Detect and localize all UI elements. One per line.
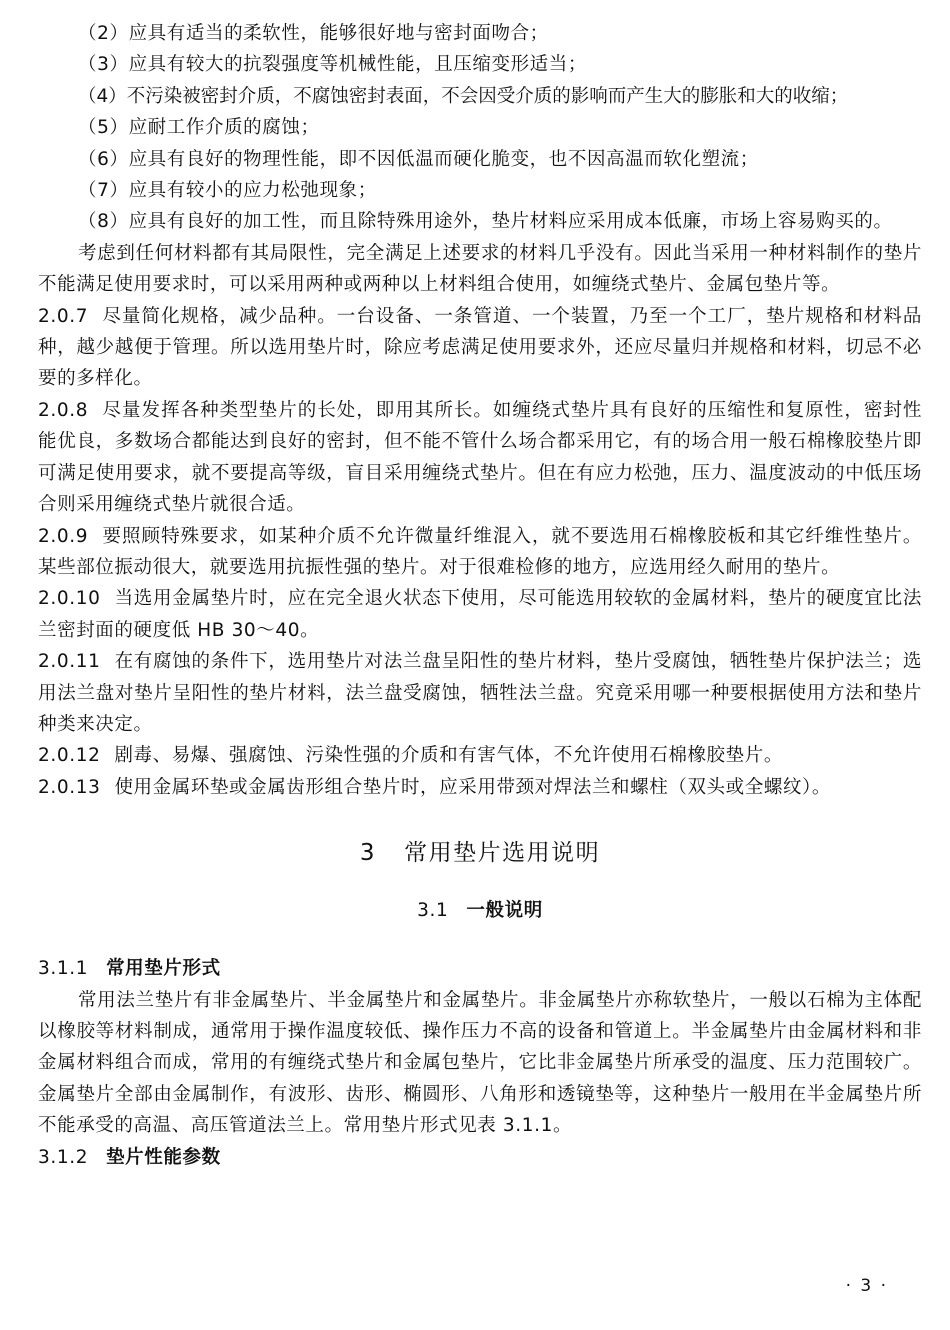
subsection-heading (38, 953, 922, 984)
clause (38, 772, 922, 803)
page-number: · 3 · (845, 1276, 888, 1296)
document-page (38, 18, 922, 1173)
list-item: （4）不污染被密封介质，不腐蚀密封表面，不会因受介质的影响而产生大的膨胀和大的收缩； (78, 85, 849, 107)
clause-number: 2.0.11 (38, 651, 101, 673)
clause-text: 要照顾特殊要求，如某种介质不允许微量纤维混入，就不要选用石棉橡胶板和其它纤维性垫片。某些部位振动很大，就要选用抗振性强的垫片。对于很难检修的地方，应选用经久耐用的垫片。 (38, 525, 922, 578)
subsection-heading (38, 1142, 922, 1173)
clause-number: 2.0.10 (38, 588, 101, 610)
clause (38, 301, 922, 395)
chapter-number: 3 (359, 840, 377, 867)
clause (38, 583, 922, 646)
clause-number: 2.0.9 (38, 525, 89, 547)
chapter-title-text: 常用垫片选用说明 (404, 840, 601, 867)
requirements-list (38, 18, 922, 238)
clause (38, 740, 922, 771)
list-item: （6）应具有良好的物理性能，即不因低温而硬化脆变，也不因高温而软化塑流； (78, 148, 759, 170)
body-paragraph: 常用法兰垫片有非金属垫片、半金属垫片和金属垫片。非金属垫片亦称软垫片，一般以石棉为主体配以橡胶等材料制成，通常用于操作温度较低、操作压力不高的设备和管道上。半金属垫片由金属材料和非金属材料组合而成，常用的有缠绕式垫片和金属包垫片，它比非金属垫片所承受的温度、压力范围较广。金属垫片全部由金属制作，有波形、齿形、椭圆形、八角形和透镜垫等，这种垫片一般用在半金属垫片所不能承受的高温、高压管道法兰上。常用垫片形式见表 3.1.1。 (38, 989, 922, 1137)
subsection-title: 常用垫片形式 (106, 958, 221, 980)
clause-text: 尽量简化规格，减少品种。一台设备、一条管道、一个装置，乃至一个工厂，垫片规格和材料品种，越少越便于管理。所以选用垫片时，除应考虑满足使用要求外，还应尽量归并规格和材料，切忌不必要的多样化。 (38, 305, 922, 390)
list-item: （2）应具有适当的柔软性，能够很好地与密封面吻合； (78, 23, 549, 44)
list-item: （3）应具有较大的抗裂强度等机械性能，且压缩变形适当； (78, 54, 587, 76)
clause (38, 646, 922, 740)
clause-text: 当选用金属垫片时，应在完全退火状态下使用，尽可能选用较软的金属材料，垫片的硬度宜比法兰密封面的硬度低 HB 30～40。 (38, 588, 922, 641)
subsection-title: 垫片性能参数 (106, 1146, 221, 1168)
section-number: 3.1 (417, 900, 449, 922)
list-item: （7）应具有较小的应力松弛现象； (78, 180, 377, 202)
section-title-text: 一般说明 (466, 900, 543, 922)
clause-number: 2.0.8 (38, 399, 89, 421)
clause-text: 尽量发挥各种类型垫片的长处，即用其所长。如缠绕式垫片具有良好的压缩性和复原性，密封性能优良，多数场合都能达到良好的密封，但不能不管什么场合都采用它，有的场合用一般石棉橡胶垫片即可满足使用要求，就不要提高等级，盲目采用缠绕式垫片。但在有应力松弛，压力、温度波动的中低压场合则采用缠绕式垫片就很合适。 (38, 399, 922, 516)
subsection-number: 3.1.2 (38, 1146, 89, 1168)
body-paragraph: 考虑到任何材料都有其局限性，完全满足上述要求的材料几乎没有。因此当采用一种材料制作的垫片不能满足使用要求时，可以采用两种或两种以上材料组合使用，如缠绕式垫片、金属包垫片等。 (38, 242, 922, 296)
section-title (38, 895, 922, 927)
chapter-title (38, 833, 922, 873)
clause-text: 剧毒、易爆、强腐蚀、污染性强的介质和有害气体，不允许使用石棉橡胶垫片。 (114, 745, 783, 767)
clause-number: 2.0.13 (38, 776, 101, 798)
clause-number: 2.0.7 (38, 305, 89, 327)
clause-text: 使用金属环垫或金属齿形组合垫片时，应采用带颈对焊法兰和螺柱（双头或全螺纹）。 (114, 776, 832, 798)
clause (38, 395, 922, 521)
list-item: （5）应耐工作介质的腐蚀； (78, 117, 320, 139)
subsection-number: 3.1.1 (38, 958, 89, 980)
clause (38, 521, 922, 584)
clause-text: 在有腐蚀的条件下，选用垫片对法兰盘呈阳性的垫片材料，垫片受腐蚀，牺牲垫片保护法兰；选用法兰盘对垫片呈阳性的垫片材料，法兰盘受腐蚀，牺牲法兰盘。究竟采用哪一种要根据使用方法和垫片种类来决定。 (38, 651, 922, 735)
clause-list (38, 301, 922, 804)
list-item: （8）应具有良好的加工性，而且除特殊用途外，垫片材料应采用成本低廉，市场上容易购买的。 (78, 211, 893, 233)
clause-number: 2.0.12 (38, 745, 101, 767)
